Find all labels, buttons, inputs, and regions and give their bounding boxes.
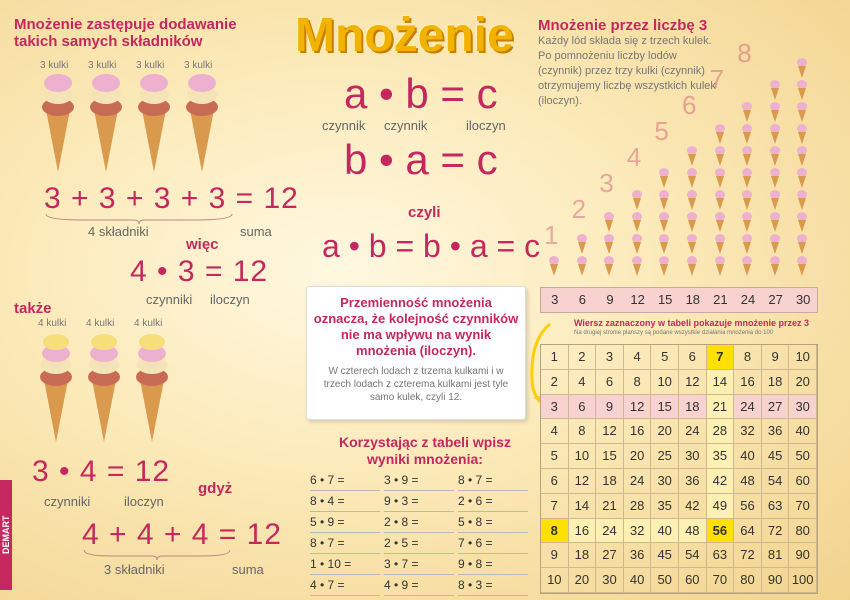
- table-cell: 90: [762, 568, 790, 593]
- mini-ice-cream-icon: [658, 256, 670, 276]
- exercise-item[interactable]: 4 • 7 =: [310, 575, 380, 596]
- times-three-value: 24: [740, 292, 756, 307]
- mini-ice-cream-icon: [658, 168, 670, 188]
- mini-ice-cream-icon: [658, 212, 670, 232]
- table-cell: 4: [569, 370, 597, 395]
- factor-label-a: czynnik: [322, 118, 366, 133]
- table-cell: 27: [596, 543, 624, 568]
- multiplication-equation: 4 • 3 = 12: [130, 255, 269, 288]
- table-subnote: Na drugiej stronie planszy są podane wszystkie działania mnożenia do 100: [574, 330, 774, 336]
- table-cell: 20: [651, 419, 679, 444]
- table-cell: 81: [762, 543, 790, 568]
- mini-ice-cream-icon: [686, 212, 698, 232]
- mini-ice-cream-icon: [576, 256, 588, 276]
- mini-ice-cream-icon: [741, 190, 753, 210]
- table-cell: 2: [541, 370, 569, 395]
- addition-equation: 3 + 3 + 3 + 3 = 12: [44, 182, 299, 215]
- table-cell: 18: [596, 469, 624, 494]
- table-note: Wiersz zaznaczony w tabeli pokazuje mnożenie przez 3: [574, 318, 809, 328]
- table-cell: 90: [789, 543, 817, 568]
- stair-number: 6: [682, 90, 697, 120]
- times-three-value: 30: [795, 292, 811, 307]
- exercise-item[interactable]: 7 • 6 =: [458, 533, 528, 554]
- because-label: gdyż: [198, 480, 233, 497]
- table-cell: 63: [762, 494, 790, 519]
- exercise-item[interactable]: 9 • 8 =: [458, 554, 528, 575]
- mini-ice-cream-icon: [741, 124, 753, 144]
- table-cell: 40: [651, 519, 679, 544]
- product-label-c: iloczyn: [466, 118, 506, 133]
- times-three-value: 6: [578, 292, 586, 307]
- exercise-item[interactable]: 8 • 7 =: [458, 470, 528, 491]
- multiplication-equation-2: 3 • 4 = 12: [32, 455, 171, 488]
- ice-cream-group-3: [30, 60, 250, 180]
- mini-ice-cream-icon: [714, 212, 726, 232]
- table-cell: 15: [651, 395, 679, 420]
- table-cell: 16: [624, 419, 652, 444]
- mini-ice-cream-icon: [796, 234, 808, 254]
- table-cell: 4: [541, 419, 569, 444]
- table-cell: 60: [679, 568, 707, 593]
- stair-number: 1: [544, 220, 559, 250]
- ice-cream-icon: [132, 334, 172, 446]
- mini-ice-cream-icon: [714, 190, 726, 210]
- table-cell: 28: [707, 419, 735, 444]
- sum-label: suma: [232, 562, 264, 577]
- mini-ice-cream-icon: [769, 124, 781, 144]
- mini-ice-cream-icon: [769, 102, 781, 122]
- table-cell: 18: [569, 543, 597, 568]
- ice-cream-icon: [84, 334, 124, 446]
- table-cell: 9: [541, 543, 569, 568]
- stair-diagram: [538, 20, 818, 282]
- times-three-value: 15: [657, 292, 673, 307]
- table-cell: 36: [762, 419, 790, 444]
- mini-ice-cream-icon: [714, 124, 726, 144]
- formula-commutative: a • b = b • a = c: [322, 228, 541, 264]
- table-cell: 36: [679, 469, 707, 494]
- table-cell: 8: [624, 370, 652, 395]
- table-cell: 1: [541, 345, 569, 370]
- table-cell: 14: [569, 494, 597, 519]
- mini-ice-cream-icon: [631, 212, 643, 232]
- table-cell: 10: [541, 568, 569, 593]
- mini-ice-cream-icon: [714, 146, 726, 166]
- exercise-item[interactable]: 2 • 6 =: [458, 491, 528, 512]
- cone-label: 3 kulki: [40, 60, 69, 71]
- ice-cream-icon: [134, 74, 174, 174]
- table-cell: 60: [789, 469, 817, 494]
- table-cell: 40: [624, 568, 652, 593]
- exercise-item[interactable]: 6 • 7 =: [310, 470, 380, 491]
- addends-label: 3 składniki: [104, 562, 165, 577]
- rule-title: Przemienność mnożenia oznacza, że kolejność czynników nie ma wpływu na wynik mnożenia (iloczyn).: [313, 295, 519, 358]
- exercise-heading: Korzystając z tabeli wpisz wyniki mnożenia:: [339, 434, 511, 467]
- mini-ice-cream-icon: [686, 190, 698, 210]
- table-cell: 64: [734, 519, 762, 544]
- table-cell: 24: [596, 519, 624, 544]
- mini-ice-cream-icon: [686, 256, 698, 276]
- product-label: iloczyn: [210, 292, 250, 307]
- table-cell: 4: [624, 345, 652, 370]
- exercise-item[interactable]: 3 • 7 =: [384, 554, 454, 575]
- mini-ice-cream-icon: [631, 190, 643, 210]
- mini-ice-cream-icon: [769, 212, 781, 232]
- table-cell: 16: [734, 370, 762, 395]
- table-cell: 56: [707, 519, 735, 544]
- table-cell: 24: [679, 419, 707, 444]
- table-cell: 20: [624, 444, 652, 469]
- exercise-item[interactable]: 4 • 9 =: [384, 575, 454, 596]
- times-three-value: 21: [713, 292, 728, 307]
- cone-label: 3 kulki: [184, 60, 213, 71]
- right-heading: Mnożenie przez liczbę 3: [538, 17, 708, 34]
- table-cell: 16: [569, 519, 597, 544]
- mini-ice-cream-icon: [603, 212, 615, 232]
- addition-equation-2: 4 + 4 + 4 = 12: [82, 518, 282, 551]
- table-cell: 32: [734, 419, 762, 444]
- mini-ice-cream-icon: [714, 234, 726, 254]
- ice-cream-icon: [36, 334, 76, 446]
- addends-label: 4 składniki: [88, 224, 149, 239]
- mini-ice-cream-icon: [796, 124, 808, 144]
- mini-ice-cream-icon: [741, 146, 753, 166]
- mini-ice-cream-icon: [631, 256, 643, 276]
- cone-label: 4 kulki: [38, 318, 67, 329]
- addends-brace: [82, 548, 232, 560]
- table-cell: 25: [651, 444, 679, 469]
- table-cell: 20: [569, 568, 597, 593]
- table-cell: 14: [707, 370, 735, 395]
- exercise-item[interactable]: 9 • 3 =: [384, 491, 454, 512]
- formula-ba-c: b • a = c: [344, 136, 498, 183]
- times-three-value: 27: [768, 292, 783, 307]
- mini-ice-cream-icon: [796, 102, 808, 122]
- times-three-value: 3: [551, 292, 559, 307]
- table-cell: 42: [679, 494, 707, 519]
- table-cell: 8: [569, 419, 597, 444]
- table-cell: 48: [734, 469, 762, 494]
- stair-number: 3: [599, 168, 614, 198]
- table-cell: 5: [541, 444, 569, 469]
- table-cell: 100: [789, 568, 817, 593]
- table-cell: 10: [651, 370, 679, 395]
- left-heading-line1: Mnożenie zastępuje dodawanie: [14, 16, 237, 33]
- table-cell: 28: [624, 494, 652, 519]
- table-cell: 15: [596, 444, 624, 469]
- therefore-label: więc: [186, 236, 219, 253]
- right-description: Każdy lód składa się z trzech kulek. Po pomnożeniu liczby lodów (czynnik) przez trzy kulki (czynnik) otrzymujemy liczbę wszystkich kulek (iloczyn).: [538, 35, 716, 107]
- table-cell: 8: [734, 345, 762, 370]
- table-cell: 6: [569, 395, 597, 420]
- table-cell: 35: [707, 444, 735, 469]
- table-cell: 18: [679, 395, 707, 420]
- multiplication-table: [540, 344, 818, 594]
- mini-ice-cream-icon: [714, 168, 726, 188]
- mini-ice-cream-icon: [769, 234, 781, 254]
- table-cell: 7: [707, 345, 735, 370]
- also-label: także: [14, 300, 52, 317]
- mini-ice-cream-icon: [796, 80, 808, 100]
- mini-ice-cream-icon: [741, 234, 753, 254]
- table-cell: 32: [624, 519, 652, 544]
- mini-ice-cream-icon: [769, 190, 781, 210]
- table-cell: 3: [596, 345, 624, 370]
- table-cell: 30: [596, 568, 624, 593]
- table-cell: 24: [624, 469, 652, 494]
- table-cell: 9: [596, 395, 624, 420]
- table-cell: 7: [541, 494, 569, 519]
- times-three-value: 18: [685, 292, 701, 307]
- commutative-rule-box: [306, 286, 526, 420]
- mini-ice-cream-icon: [796, 146, 808, 166]
- exercise-item[interactable]: 5 • 8 =: [458, 512, 528, 533]
- table-cell: 80: [789, 519, 817, 544]
- mini-ice-cream-icon: [769, 146, 781, 166]
- times-three-value: 12: [630, 292, 645, 307]
- formula-ab-c: a • b = c: [344, 70, 498, 117]
- table-cell: 70: [789, 494, 817, 519]
- exercise-item[interactable]: 2 • 5 =: [384, 533, 454, 554]
- exercise-item[interactable]: 8 • 7 =: [310, 533, 380, 554]
- stair-number: 8: [737, 38, 752, 68]
- mini-ice-cream-icon: [714, 256, 726, 276]
- table-cell: 72: [762, 519, 790, 544]
- table-cell: 30: [789, 395, 817, 420]
- stair-number: 7: [709, 64, 725, 94]
- cone-label: 4 kulki: [134, 318, 163, 329]
- table-cell: 48: [679, 519, 707, 544]
- table-cell: 49: [707, 494, 735, 519]
- rule-text: W czterech lodach z trzema kulkami i w trzech lodach z czterema kulkami jest tyle samo kulek, czyli 12.: [323, 366, 509, 403]
- table-cell: 36: [624, 543, 652, 568]
- table-cell: 50: [651, 568, 679, 593]
- table-cell: 21: [707, 395, 735, 420]
- exercise-item[interactable]: 5 • 9 =: [310, 512, 380, 533]
- table-cell: 10: [569, 444, 597, 469]
- table-cell: 40: [734, 444, 762, 469]
- table-cell: 56: [734, 494, 762, 519]
- table-cell: 5: [651, 345, 679, 370]
- mini-ice-cream-icon: [603, 256, 615, 276]
- table-cell: 8: [541, 519, 569, 544]
- table-cell: 6: [541, 469, 569, 494]
- exercise-item[interactable]: 2 • 8 =: [384, 512, 454, 533]
- times-three-value: 9: [606, 292, 614, 307]
- table-cell: 9: [762, 345, 790, 370]
- table-cell: 45: [651, 543, 679, 568]
- table-cell: 24: [734, 395, 762, 420]
- table-cell: 6: [679, 345, 707, 370]
- stair-number: 5: [654, 116, 669, 146]
- ice-cream-icon: [86, 74, 126, 174]
- factors-label: czynniki: [44, 494, 91, 509]
- mini-ice-cream-icon: [796, 190, 808, 210]
- table-cell: 12: [596, 419, 624, 444]
- mini-ice-cream-icon: [741, 168, 753, 188]
- table-cell: 40: [789, 419, 817, 444]
- table-cell: 54: [762, 469, 790, 494]
- exercise-item[interactable]: 1 • 10 =: [310, 554, 380, 575]
- mini-ice-cream-icon: [686, 168, 698, 188]
- table-cell: 12: [624, 395, 652, 420]
- mini-ice-cream-icon: [796, 58, 808, 78]
- table-cell: 63: [707, 543, 735, 568]
- cone-label: 3 kulki: [88, 60, 117, 71]
- mini-ice-cream-icon: [769, 80, 781, 100]
- mini-ice-cream-icon: [796, 256, 808, 276]
- so-label: czyli: [408, 204, 441, 221]
- mini-ice-cream-icon: [741, 212, 753, 232]
- mini-ice-cream-icon: [769, 256, 781, 276]
- exercise-item[interactable]: 8 • 3 =: [458, 575, 528, 596]
- mini-ice-cream-icon: [576, 234, 588, 254]
- table-cell: 3: [541, 395, 569, 420]
- cone-label: 4 kulki: [86, 318, 115, 329]
- stair-number: 2: [571, 194, 587, 224]
- left-heading-line2: takich samych składników: [14, 33, 203, 50]
- mini-ice-cream-icon: [741, 256, 753, 276]
- mini-ice-cream-icon: [658, 234, 670, 254]
- table-cell: 10: [789, 345, 817, 370]
- mini-ice-cream-icon: [658, 190, 670, 210]
- table-cell: 50: [789, 444, 817, 469]
- mini-ice-cream-icon: [796, 168, 808, 188]
- sum-label: suma: [240, 224, 272, 239]
- table-cell: 2: [569, 345, 597, 370]
- table-cell: 21: [596, 494, 624, 519]
- table-cell: 54: [679, 543, 707, 568]
- mini-ice-cream-icon: [769, 168, 781, 188]
- table-cell: 45: [762, 444, 790, 469]
- ice-cream-group-4: [30, 318, 230, 448]
- factors-label: czynniki: [146, 292, 193, 307]
- table-cell: 20: [789, 370, 817, 395]
- left-heading: [14, 16, 284, 50]
- mini-ice-cream-icon: [631, 234, 643, 254]
- table-cell: 6: [596, 370, 624, 395]
- factor-label-b: czynnik: [384, 118, 428, 133]
- table-cell: 18: [762, 370, 790, 395]
- table-cell: 42: [707, 469, 735, 494]
- ice-cream-icon: [182, 74, 222, 174]
- addends-brace: [44, 212, 234, 224]
- brand-logo: DEMART: [0, 480, 12, 590]
- exercise-item[interactable]: 3 • 9 =: [384, 470, 454, 491]
- times-three-row: [540, 287, 818, 313]
- table-cell: 30: [679, 444, 707, 469]
- mini-ice-cream-icon: [686, 234, 698, 254]
- table-cell: 12: [679, 370, 707, 395]
- table-cell: 72: [734, 543, 762, 568]
- mini-ice-cream-icon: [686, 146, 698, 166]
- mini-ice-cream-icon: [603, 234, 615, 254]
- cone-label: 3 kulki: [136, 60, 165, 71]
- page-title: Mnożenie: [295, 9, 514, 62]
- table-cell: 80: [734, 568, 762, 593]
- table-cell: 27: [762, 395, 790, 420]
- table-cell: 70: [707, 568, 735, 593]
- mini-ice-cream-icon: [741, 102, 753, 122]
- product-label: iloczyn: [124, 494, 164, 509]
- table-cell: 30: [651, 469, 679, 494]
- mini-ice-cream-icon: [548, 256, 560, 276]
- stair-number: 4: [626, 142, 642, 172]
- mini-ice-cream-icon: [796, 212, 808, 232]
- table-cell: 12: [569, 469, 597, 494]
- table-cell: 35: [651, 494, 679, 519]
- ice-cream-icon: [38, 74, 78, 174]
- exercise-item[interactable]: 8 • 4 =: [310, 491, 380, 512]
